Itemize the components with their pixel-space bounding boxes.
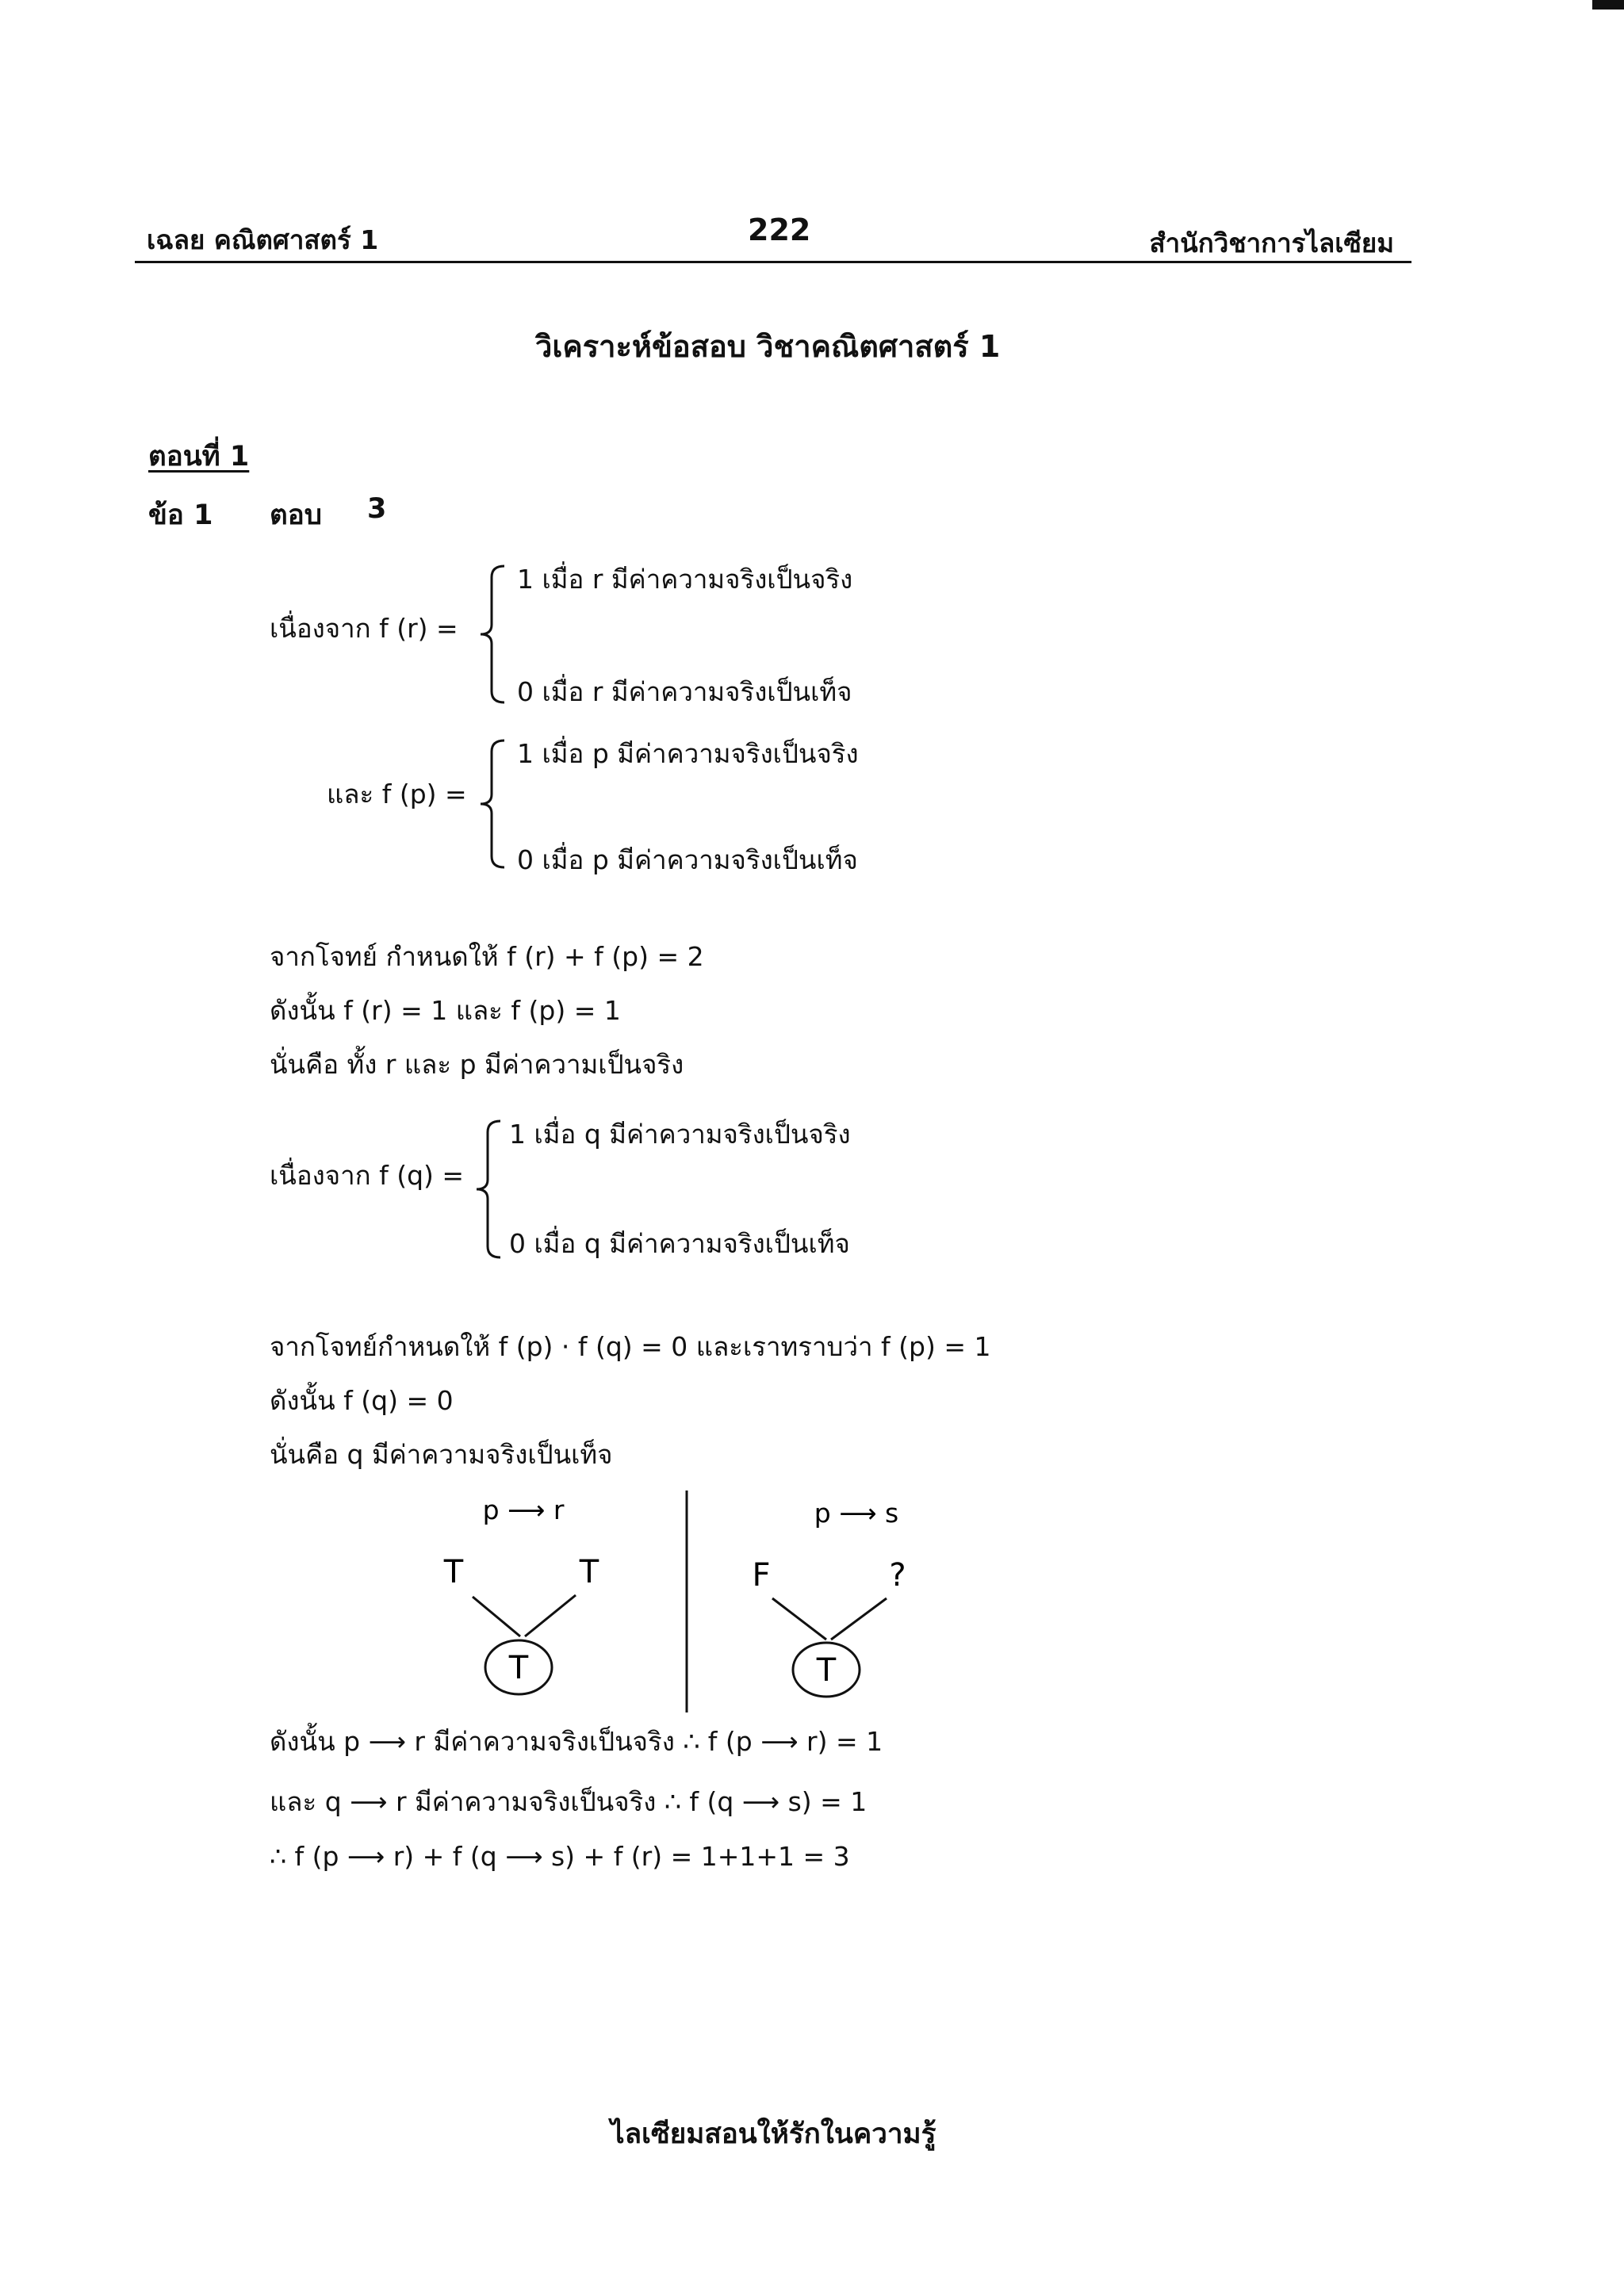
diagram-left-expr: p ⟶ r xyxy=(482,1494,565,1525)
scan-mark xyxy=(1592,0,1624,10)
def-p-case0: 0 เมื่อ p มีค่าความจริงเป็นเท็จ xyxy=(517,844,858,875)
def-q-case0: 0 เมื่อ q มีค่าความจริงเป็นเท็จ xyxy=(509,1228,850,1259)
page-title: วิเคราะห์ข้อสอบ วิชาคณิตศาสตร์ 1 xyxy=(535,329,1001,364)
def-r-brace xyxy=(476,563,508,706)
def-q-lhs: เนื่องจาก f (q) = xyxy=(270,1160,465,1191)
conclusion-line1: ดังนั้น p ⟶ r มีค่าความจริงเป็นจริง ∴ f (p ⟶ r) = 1 xyxy=(270,1726,883,1757)
answer-label: ตอบ xyxy=(270,499,322,531)
step2-line2: ดังนั้น f (q) = 0 xyxy=(270,1385,454,1416)
diagram-left-edge-left xyxy=(473,1597,520,1636)
step1-line3: นั่นคือ ทั้ง r และ p มีค่าความเป็นจริง xyxy=(270,1049,684,1080)
def-p-lhs: และ f (p) = xyxy=(327,779,467,809)
def-p-case1: 1 เมื่อ p มีค่าความจริงเป็นจริง xyxy=(517,738,859,769)
conclusion-line2: และ q ⟶ r มีค่าความจริงเป็นจริง ∴ f (q ⟶ s) = 1 xyxy=(270,1786,868,1817)
def-p-brace xyxy=(476,737,508,872)
def-r-case1: 1 เมื่อ r มีค่าความจริงเป็นจริง xyxy=(517,564,853,595)
footer-slogan: ไลเซียมสอนให้รักในความรู้ xyxy=(611,2118,936,2150)
step2-line3: นั่นคือ q มีค่าความจริงเป็นเท็จ xyxy=(270,1439,613,1470)
diagram-right-expr: p ⟶ s xyxy=(814,1498,899,1529)
def-q-case1: 1 เมื่อ q มีค่าความจริงเป็นจริง xyxy=(509,1119,851,1150)
diagram-right-edge-left xyxy=(772,1598,826,1640)
truth-diagrams xyxy=(428,1483,936,1720)
answer-value: 3 xyxy=(367,493,387,525)
conclusion-line3: ∴ f (p ⟶ r) + f (q ⟶ s) + f (r) = 1+1+1 = 3 xyxy=(270,1841,850,1872)
diagram-left-result: T xyxy=(508,1650,529,1686)
diagram-right-result: T xyxy=(816,1652,837,1689)
page-number: 222 xyxy=(748,212,811,247)
def-r-lhs: เนื่องจาก f (r) = xyxy=(270,613,458,644)
header-right: สำนักวิชาการไลเซียม xyxy=(1149,228,1394,258)
diagram-right-edge-right xyxy=(831,1598,887,1640)
step2-line1: จากโจทย์กำหนดให้ f (p) · f (q) = 0 และเราทราบว่า f (p) = 1 xyxy=(270,1331,991,1362)
diagram-left-left: T xyxy=(443,1554,464,1590)
step1-line1: จากโจทย์ กำหนดให้ f (r) + f (p) = 2 xyxy=(270,941,704,972)
header-left: เฉลย คณิตศาสตร์ 1 xyxy=(147,224,379,255)
diagram-right-right: ? xyxy=(889,1557,906,1594)
def-q-brace xyxy=(472,1118,504,1261)
diagram-left-right: T xyxy=(579,1554,599,1590)
def-r-case0: 0 เมื่อ r มีค่าความจริงเป็นเท็จ xyxy=(517,676,852,707)
step1-line2: ดังนั้น f (r) = 1 และ f (p) = 1 xyxy=(270,995,621,1026)
diagram-left-edge-right xyxy=(525,1595,576,1636)
diagram-right-left: F xyxy=(752,1557,771,1594)
section-heading: ตอนที่ 1 xyxy=(148,441,250,473)
question-label: ข้อ 1 xyxy=(148,499,213,531)
header-rule xyxy=(135,261,1411,263)
